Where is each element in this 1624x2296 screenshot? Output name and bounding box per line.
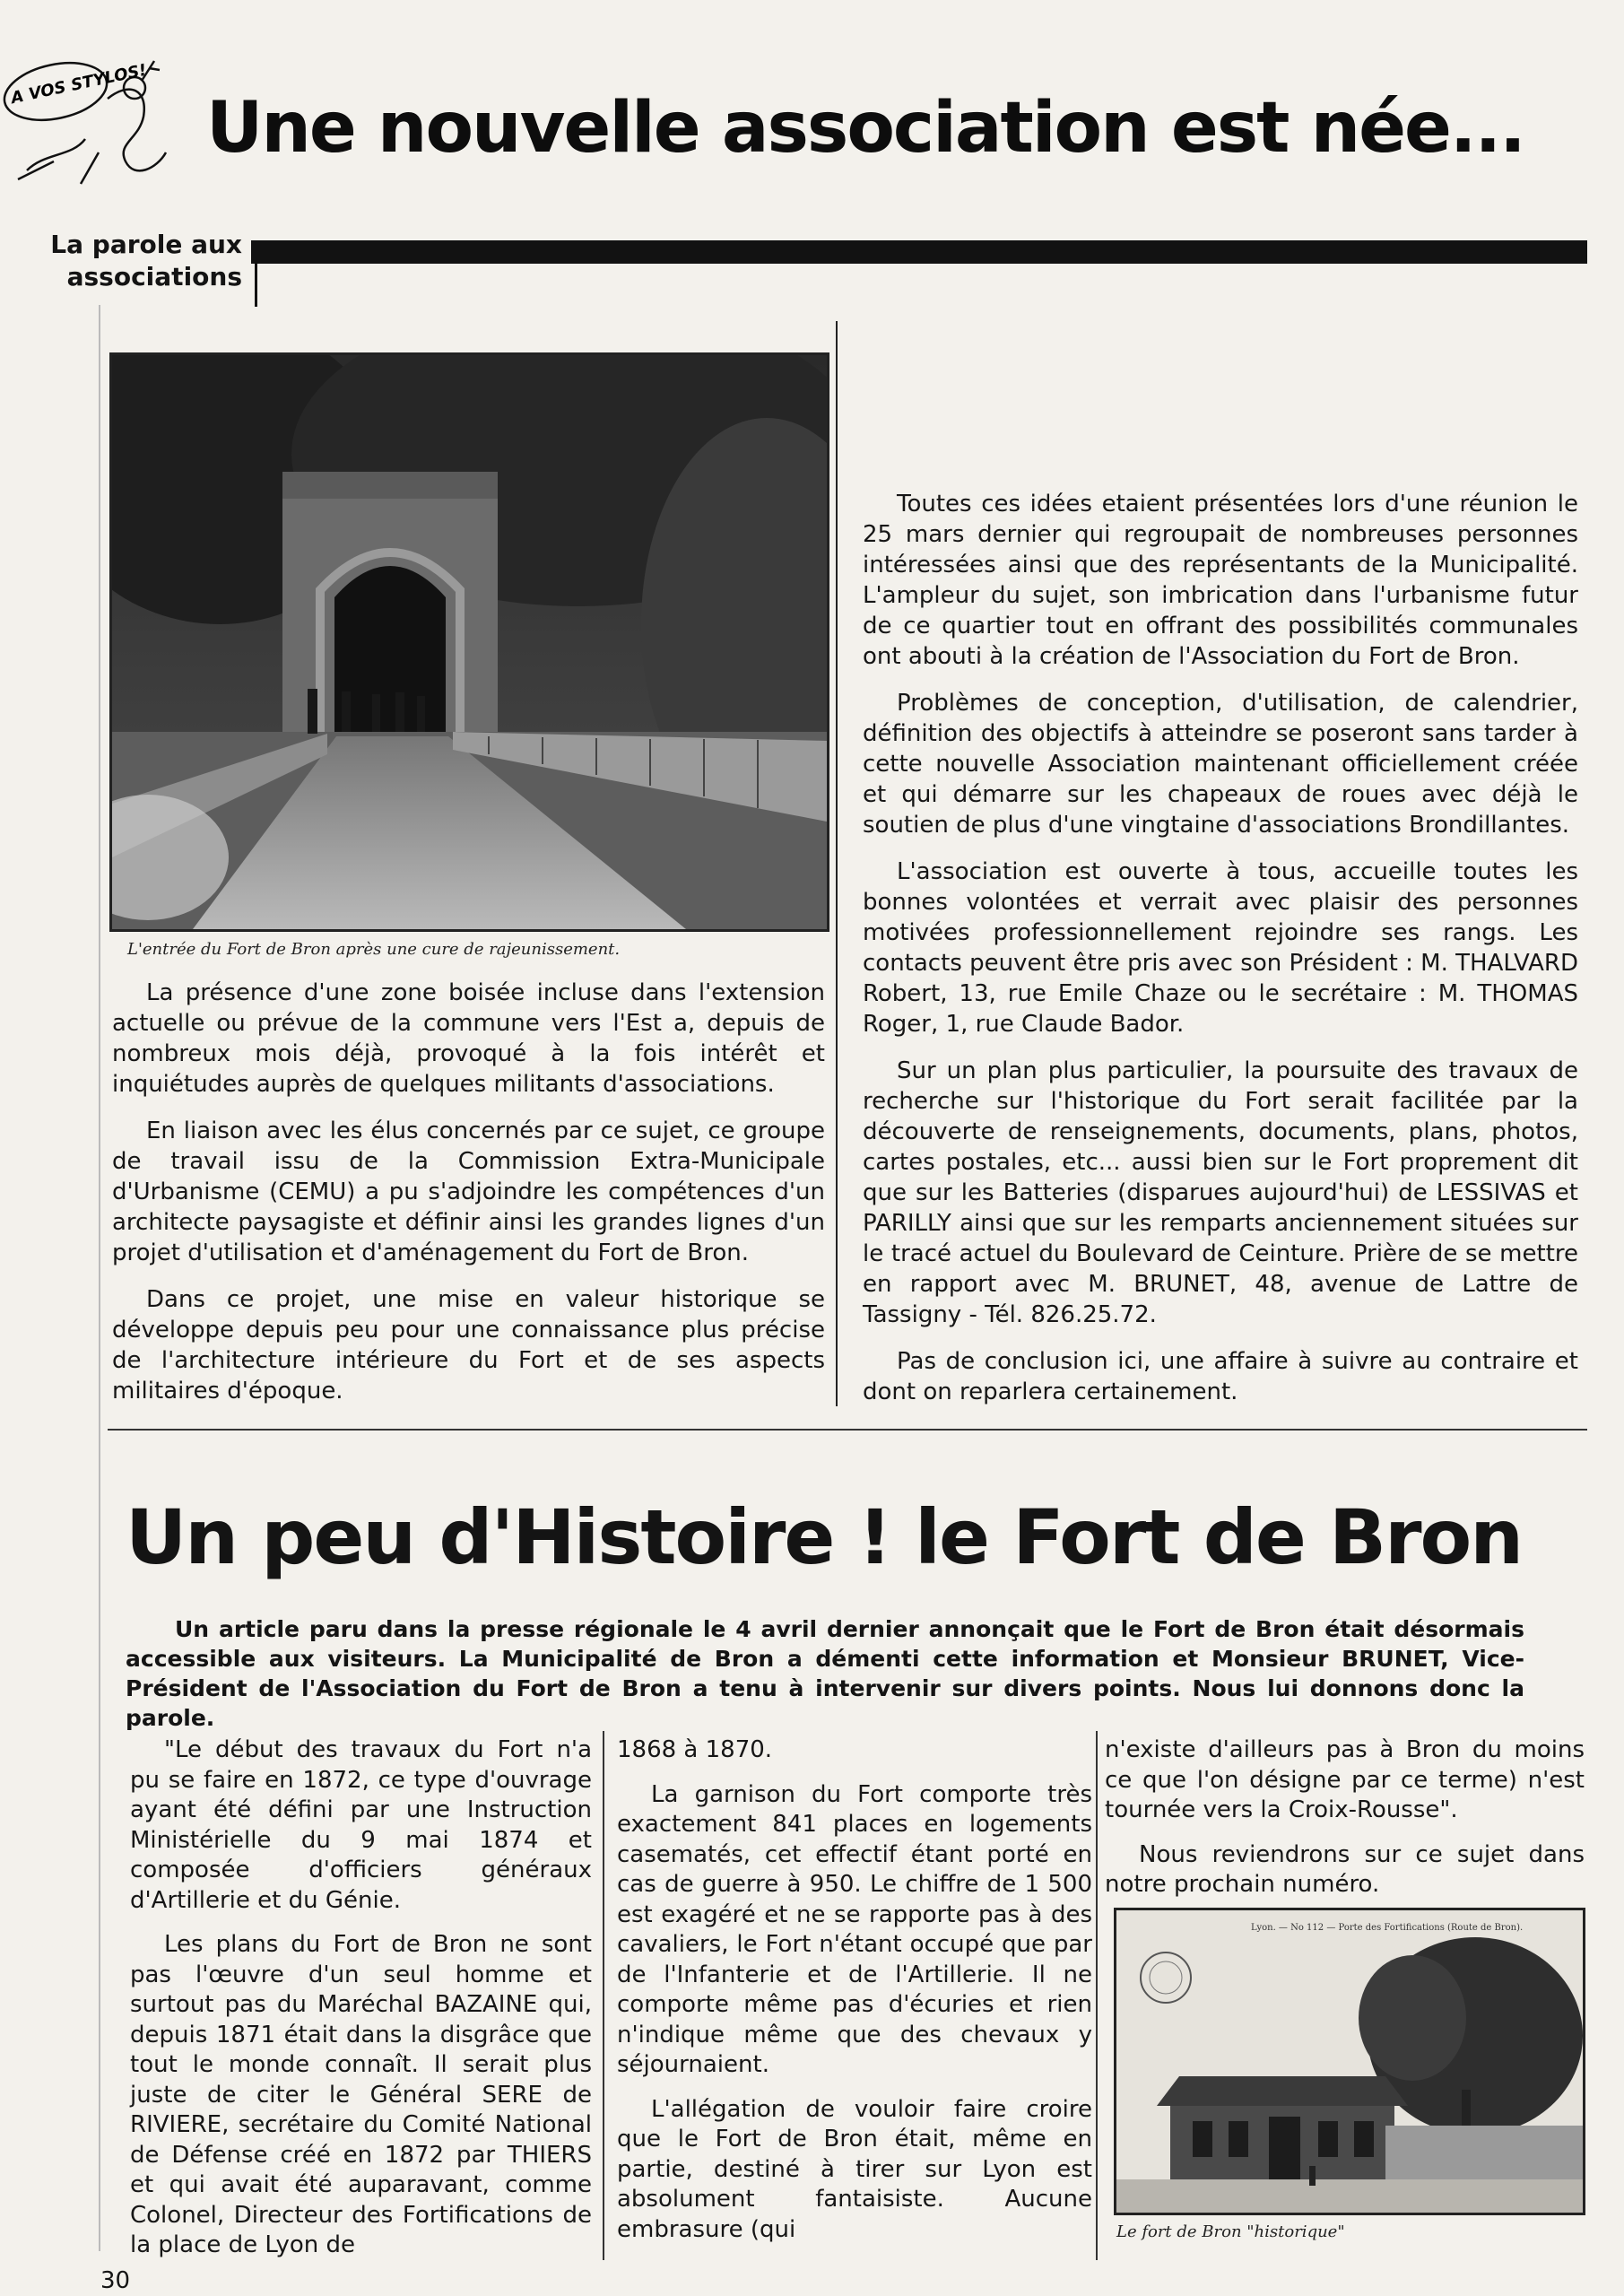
svg-text:Lyon. — No 112 — Porte des For: Lyon. — No 112 — Porte des Fortifications (Route de Bron).: [1251, 1923, 1524, 1933]
section-label: [27, 229, 242, 293]
paragraph: Problèmes de conception, d'utilisation, de calendrier, définition des objectifs à atteindre se poseront sans tarder à cette nouvelle Association maintenant officiellement créée et qui démarre sur les chapeaux de roues avec déjà le soutien de plus d'une vingtaine d'associations Brondillantes.: [863, 690, 1578, 839]
article2-column-1: [130, 1735, 592, 2275]
headline-fort-history: Un peu d'Histoire ! le Fort de Bron: [126, 1493, 1523, 1581]
paragraph: Dans ce projet, une mise en valeur historique se développe depuis peu pour une connaissance plus précise de l'architecture intérieure du Fort et de ses aspects militaires d'époque.: [112, 1286, 825, 1405]
photo-caption-historic: Le fort de Bron "historique": [1116, 2222, 1345, 2241]
fort-entrance-photo: [109, 352, 829, 932]
paragraph: En liaison avec les élus concernés par ce sujet, ce groupe de travail issu de la Commission Extra-Municipale d'Urbanisme (CEMU) a pu s'adjoindre les compétences d'un architecte paysagiste et définir ainsi les grandes lignes d'un projet d'utilisation et d'aménagement du Fort de Bron.: [112, 1118, 825, 1266]
article1-right-column: [863, 489, 1578, 1423]
a-vos-stylos-logo: [0, 54, 179, 188]
paragraph: Toutes ces idées etaient présentées lors d'une réunion le 25 mars dernier qui regroupait de nombreuses personnes intéressées ainsi que des représentants de la Municipalité. L'ampleur du sujet, son imbrication dans l'urbanisme futur de ce quartier tout en offrant des possibilités communales ont abouti à la création de l'Association du Fort de Bron.: [863, 491, 1578, 670]
section-rule: [251, 240, 1587, 264]
paragraph: Sur un plan plus particulier, la poursuite des travaux de recherche sur l'historique du Fort serait facilitée par la découverte de renseignements, documents, plans, photos, cartes postales, etc... aussi bien sur le Fort proprement dit que sur les Batteries (disparues aujourd'hui) de LESSIVAS et PARILLY ainsi que sur les remparts anciennement situées sur le tracé actuel du Boulevard de Ceinture. Prière de se mettre en rapport avec M. BRUNET, 48, avenue de Lattre de Tassigny - Tél. 826.25.72.: [863, 1057, 1578, 1328]
historic-fort-postcard: [1114, 1908, 1585, 2215]
photo-caption-entrance: L'entrée du Fort de Bron après une cure de rajeunissement.: [127, 940, 621, 959]
article1-left-column: [112, 978, 825, 1422]
paragraph: L'allégation de vouloir faire croire que le Fort de Bron était, même en partie, destiné à tirer sur Lyon est absolument fantaisiste. Aucune embrasure (qui: [617, 2095, 1092, 2243]
paragraph: Pas de conclusion ici, une affaire à suivre au contraire et dont on reparlera certainement.: [863, 1348, 1578, 1405]
paragraph: L'association est ouverte à tous, accueille toutes les bonnes volontées et verrait avec plaisir des personnes motivées professionnellement rejoindre ses rangs. Les contacts peuvent être pris avec son Président : M. THALVARD Robert, 13, rue Emile Chaze ou le secrétaire : M. THOMAS Roger, 1, rue Claude Bador.: [863, 858, 1578, 1038]
column-divider: [603, 1731, 604, 2260]
headline-new-association: Une nouvelle association est née...: [206, 88, 1524, 169]
page-number: 30: [100, 2267, 131, 2294]
paragraph: "Le début des travaux du Fort n'a pu se faire en 1872, ce type d'ouvrage ayant été défini par une Instruction Ministérielle du 9 mai 1874 et composée d'officiers généraux d'Artillerie et du Génie.: [130, 1736, 592, 1914]
article2-column-2: [617, 1735, 1092, 2259]
section-label-line2: associations: [66, 262, 242, 291]
article-separator: [108, 1429, 1587, 1431]
paragraph: La présence d'une zone boisée incluse dans l'extension actuelle ou prévue de la commune vers l'Est a, depuis de nombreux mois déjà, provoqué à la fois intérêt et inquiétudes auprès de quelques militants d'associations.: [112, 979, 825, 1098]
left-margin-rule: [99, 305, 100, 2251]
svg-text:A VOS STYLOS!: A VOS STYLOS!: [9, 60, 149, 109]
column-divider: [836, 321, 838, 1406]
paragraph: 1868 à 1870.: [617, 1736, 773, 1763]
article2-intro: Un article paru dans la presse régionale le 4 avril dernier annonçait que le Fort de Bron était désormais accessible aux visiteurs. La Municipalité de Bron a démenti cette information et Monsieur BRUNET, Vice-Président de l'Association du Fort de Bron a tenu à intervenir sur divers points. Nous lui donnons donc la parole.: [126, 1616, 1524, 1731]
column-divider: [1096, 1731, 1098, 2260]
section-label-line1: La parole aux: [50, 230, 242, 259]
article2-column-3: [1105, 1735, 1585, 1915]
paragraph: La garnison du Fort comporte très exactement 841 places en logements casematés, cet effectif étant porté en cas de guerre à 950. Le chiffre de 1 500 est exagéré et ne se rapporte pas à des cavaliers, le Fort n'étant occupé que par de l'Infanterie et de l'Artillerie. Il ne comporte même pas d'écuries et rien n'indique même que des chevaux y séjournaient.: [617, 1780, 1092, 2078]
paragraph: Nous reviendrons sur ce sujet dans notre prochain numéro.: [1105, 1840, 1585, 1898]
paragraph: Les plans du Fort de Bron ne sont pas l'œuvre d'un seul homme et surtout pas du Maréchal BAZAINE qui, depuis 1871 était dans la disgrâce que tout le monde connaît. Il serait plus juste de citer le Général SERE de RIVIERE, secrétaire du Comité National de Défense créé en 1872 par THIERS et qui avait été auparavant, comme Colonel, Directeur des Fortifications de la place de Lyon de: [130, 1931, 592, 2258]
paragraph: n'existe d'ailleurs pas à Bron du moins ce que l'on désigne par ce terme) n'est tournée vers la Croix-Rousse".: [1105, 1736, 1585, 1823]
section-rule-tick: [255, 264, 257, 307]
